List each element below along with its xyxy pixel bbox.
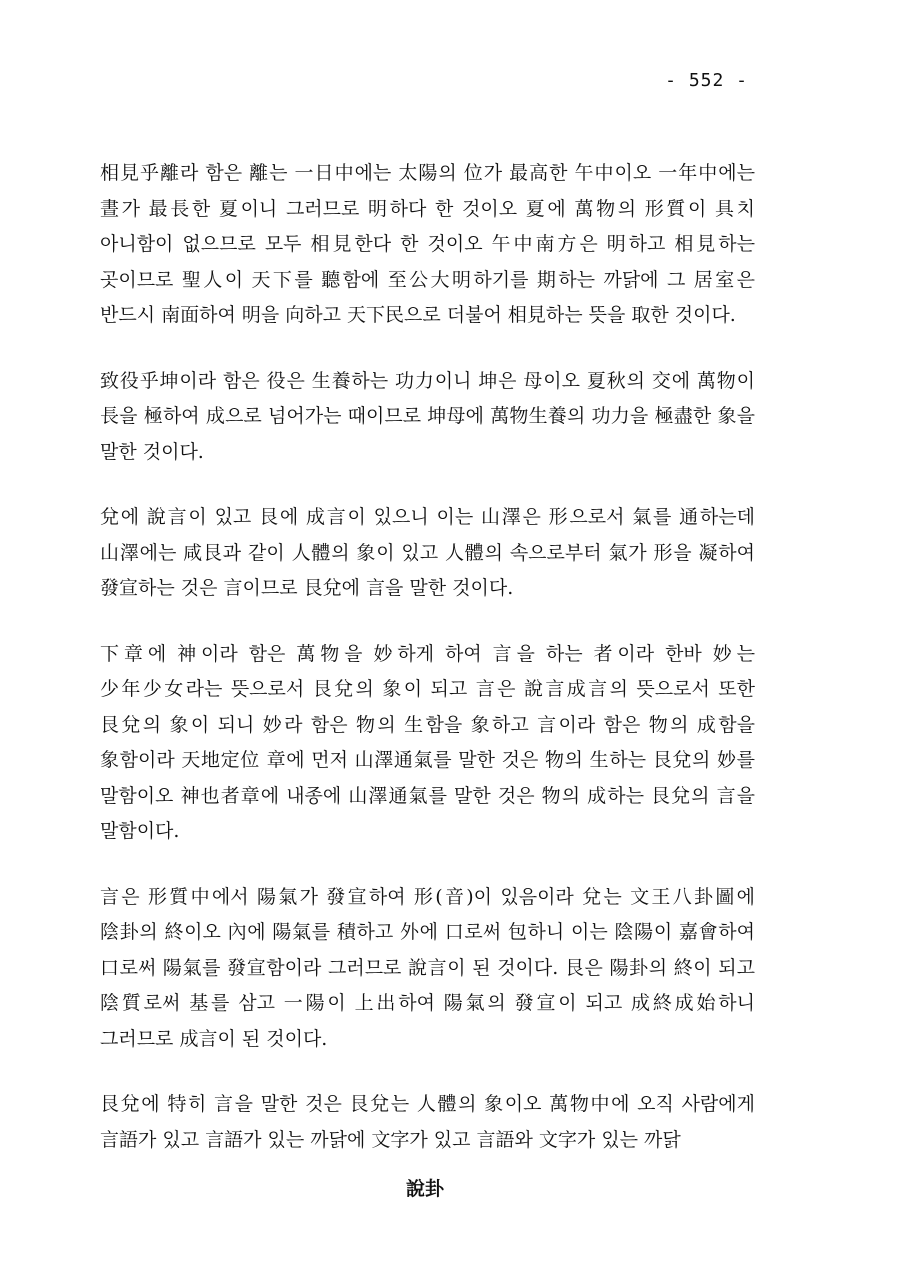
page-number: - 552 - [665, 70, 748, 91]
paragraph-4: 下章에 神이라 함은 萬物을 妙하게 하여 言을 하는 者이라 한바 妙는 少年少女라는 뜻으로서 艮兌의 象이 되고 言은 說言成言의 뜻으로서 또한 艮兌의 象이 되니 妙라 함은 物의 生함을 象하고 言이라 함은 物의 成함을 象함이라 天地定位 章에 먼저 山澤通氣를 말한 것은 物의 生하는 艮兌의 妙를 말함이오 神也者章에 내종에 山澤通氣를 말한 것은 物의 成하는 艮兌의 言을 말함이다. [100, 642, 755, 842]
page-body [100, 156, 755, 1188]
paragraph-2: 致役乎坤이라 함은 役은 生養하는 功力이니 坤은 母이오 夏秋의 交에 萬物이 長을 極하여 成으로 넘어가는 때이므로 坤母에 萬物生養의 功力을 極盡한 象을 말한 것이다. [100, 369, 755, 463]
paragraph-1: 相見乎離라 함은 離는 一日中에는 太陽의 位가 最高한 午中이오 一年中에는 晝가 最長한 夏이니 그러므로 明하다 한 것이오 夏에 萬物의 形質이 具치 아니함이 없으므로 모두 相見한다 한 것이오 午中南方은 明하고 相見하는 곳이므로 聖人이 天下를 聽함에 至公大明하기를 期하는 까닭에 그 居室은 반드시 南面하여 明을 向하고 天下民으로 더불어 相見하는 뜻을 取한 것이다. [100, 162, 755, 326]
footer-chapter-title: 說卦 [405, 1178, 444, 1200]
paragraph-5: 言은 形質中에서 陽氣가 發宣하여 形(音)이 있음이라 兌는 文王八卦圖에 陰卦의 終이오 內에 陽氣를 積하고 外에 口로써 包하니 이는 陰陽이 嘉會하여 口로써 陽氣를 發宣함이라 그러므로 說言이 된 것이다. 艮은 陽卦의 終이 되고 陰質로써 基를 삼고 一陽이 上出하여 陽氣의 發宣이 되고 成終成始하니 그러므로 成言이 된 것이다. [100, 885, 755, 1050]
paragraph-3: 兌에 說言이 있고 艮에 成言이 있으니 이는 山澤은 形으로서 氣를 通하는데 山澤에는 咸艮과 같이 人體의 象이 있고 人體의 속으로부터 氣가 形을 凝하여 發宣하는 것은 言이므로 艮兌에 言을 말한 것이다. [100, 506, 755, 599]
paragraph-6: 艮兌에 特히 言을 말한 것은 艮兌는 人體의 象이오 萬物中에 오직 사람에게 言語가 있고 言語가 있는 까닭에 文字가 있고 言語와 文字가 있는 까닭 [100, 1093, 755, 1151]
